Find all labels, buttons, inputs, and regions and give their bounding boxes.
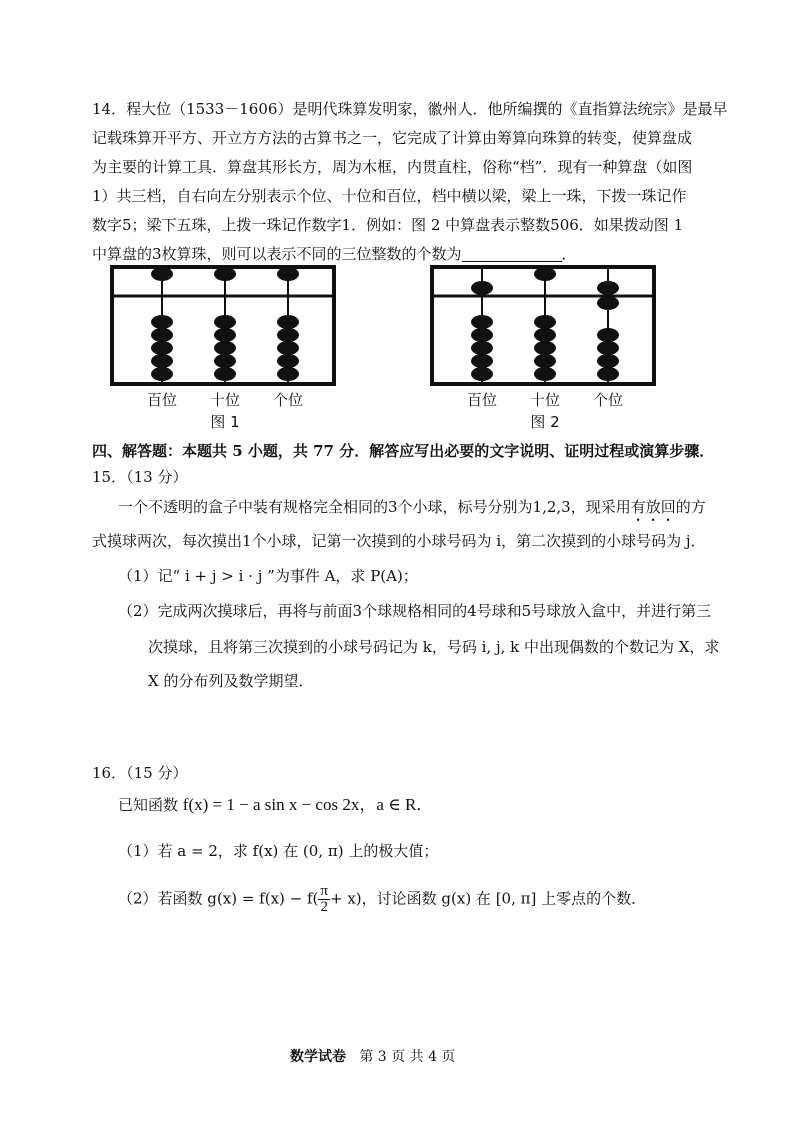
q14-line5: 数字5；梁下五珠，上拨一珠记作数字1．例如：图 2 中算盘表示整数506．如果拨动图 1: [92, 216, 684, 234]
page-footer: [290, 1046, 455, 1068]
q15-subquestion-2c: X 的分布列及数学期望．: [148, 672, 314, 690]
q16-header: 16．（15 分）: [92, 764, 188, 782]
answer-blank[interactable]: [462, 245, 562, 262]
fig1-label-tens: 十位: [209, 391, 241, 409]
abacus-figure-1: [100, 262, 350, 432]
q14-number: 14．: [92, 100, 127, 118]
fig2-label-ones: 个位: [592, 391, 624, 409]
q14-line1: 14．程大位（1533－1606）是明代珠算发明家，徽州人．他所编撰的《直指算法统宗》是最早: [92, 100, 728, 118]
abacus-figure-2: [420, 262, 670, 432]
q14-line6: 中算盘的3枚算珠，则可以表示不同的三位整数的个数为 ．: [92, 245, 577, 263]
q14-line2: 记载珠算开平方、开立方方法的古算书之一，它完成了计算由筹算向珠算的转变，使算盘成: [92, 129, 693, 147]
rod-ones: [277, 267, 299, 384]
q16-function-formula: f(x) = 1 − a sin x − cos 2x，a ∈ R．: [182, 795, 434, 814]
q16-subquestion-2: （2）若函数 g(x) = f(x) − f( $\frac{\pi}{2}$ + x)，讨论函数 g(x) 在 [0, π] 上零点的个数．: [118, 883, 647, 915]
rod-hundreds: [471, 267, 493, 384]
q15-paragraph-line2: 式摸球两次，每次摸出1个小球，记第一次摸到的小球号码为 i，第二次摸到的小球号码为 j．: [92, 532, 706, 550]
rod-tens: [534, 267, 556, 384]
section-4-heading: 四、解答题：本题共 5 小题，共 77 分．解答应写出必要的文字说明、证明过程或演算步骤．: [92, 442, 715, 460]
rod-ones: [597, 267, 619, 384]
q16-given: 已知函数 f(x) = 1 − a sin x − cos 2x，a ∈ R．: [118, 795, 434, 814]
rod-tens: [214, 267, 236, 384]
q14-line3: 为主要的计算工具．算盘其形长方，周为木框，内贯直柱，俗称“档”．现有一种算盘（如图: [92, 158, 693, 176]
fig1-caption: 图 1: [210, 413, 240, 431]
fig2-label-tens: 十位: [529, 391, 561, 409]
fig2-caption: 图 2: [530, 413, 560, 431]
rod-hundreds: [151, 267, 173, 384]
q15-subquestion-2b: 次摸球，且将第三次摸到的小球号码记为 k，号码 i, j, k 中出现偶数的个数记为 X，求: [148, 638, 720, 656]
fig2-label-hundreds: 百位: [466, 391, 498, 409]
q16-subquestion-1: （1）若 a = 2，求 f(x) 在 (0, π) 上的极大值；: [118, 842, 439, 860]
q15-paragraph-line1: 一个不透明的盒子中装有规格完全相同的3个小球，标号分别为1,2,3，现采用有放回的方: [118, 498, 706, 516]
fig1-label-hundreds: 百位: [146, 391, 178, 409]
fig1-label-ones: 个位: [272, 391, 304, 409]
q15-header: 15．（13 分）: [92, 468, 188, 486]
q14-line4: 1）共三档，自右向左分别表示个位、十位和百位，档中横以梁，梁上一珠，下拨一珠记作: [92, 187, 687, 205]
footer-subject: 数学试卷: [290, 1049, 346, 1065]
pi-over-2-fraction: $\frac{\pi}{2}$: [320, 883, 328, 915]
q15-subquestion-1: （1）记“ i + j > i · j ”为事件 A，求 P(A)；: [118, 567, 418, 585]
footer-page-number: 第 3 页 共 4 页: [359, 1049, 456, 1065]
q15-subquestion-2a: （2）完成两次摸球后，再将与前面3个球规格相同的4号球和5号球放入盒中，并进行第三: [118, 602, 712, 620]
